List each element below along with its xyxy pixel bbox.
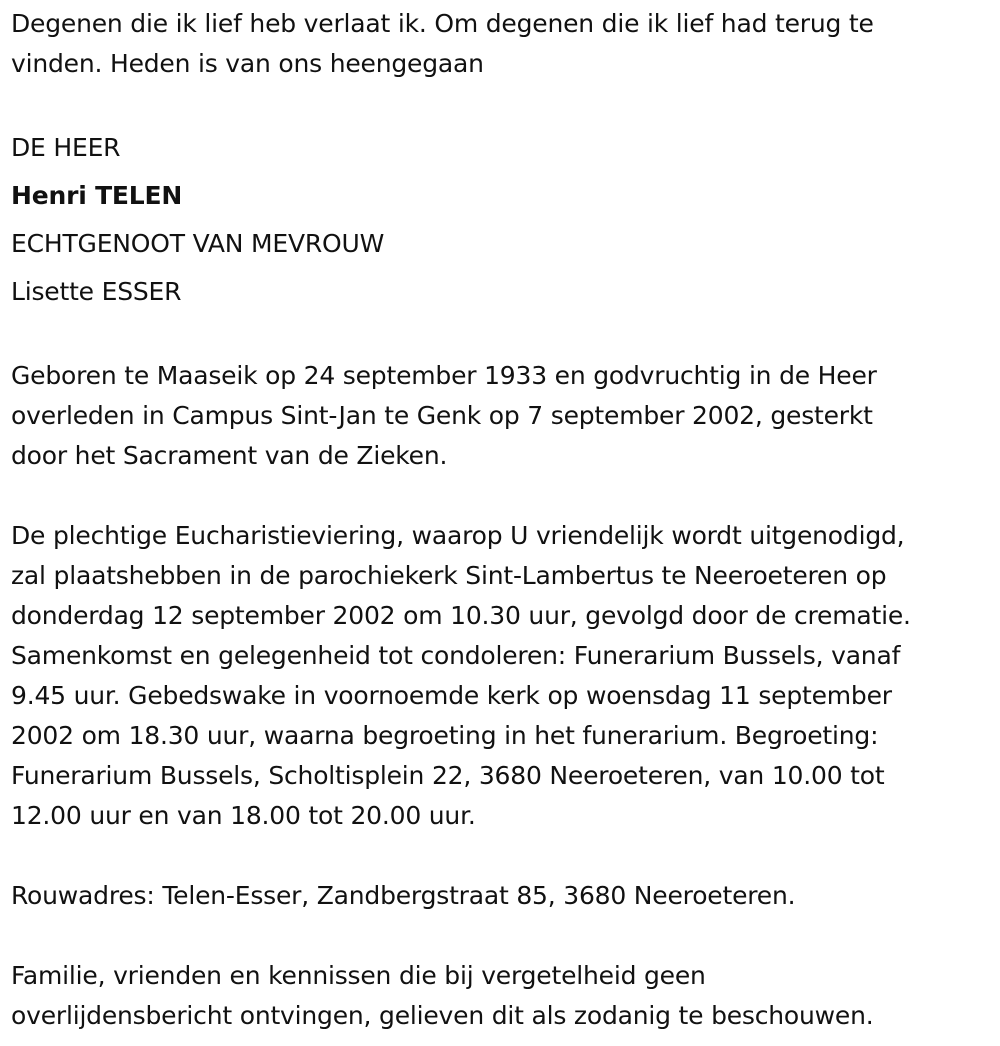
spouse-name: Lisette ESSER xyxy=(11,277,182,306)
ceremony-paragraph xyxy=(11,516,991,836)
paragraph-gap xyxy=(11,836,991,876)
birth-death-paragraph xyxy=(11,356,991,476)
text-line: 2002 om 18.30 uur, waarna begroeting in het funerarium. Begroeting: xyxy=(11,721,879,750)
paragraph-gap xyxy=(11,476,991,516)
paragraph-gap xyxy=(11,316,991,356)
text-line: overleden in Campus Sint-Jan te Genk op 7 september 2002, gesterkt xyxy=(11,401,873,430)
text-line: zal plaatshebben in de parochiekerk Sint-Lambertus te Neeroeteren op xyxy=(11,561,887,590)
text-line: Familie, vrienden en kennissen die bij vergetelheid geen xyxy=(11,961,706,990)
relation: ECHTGENOOT VAN MEVROUW xyxy=(11,229,385,258)
text-line: De plechtige Eucharistieviering, waarop U vriendelijk wordt uitgenodigd, xyxy=(11,521,905,550)
text-line: vinden. Heden is van ons heengegaan xyxy=(11,49,484,78)
paragraph-gap xyxy=(11,916,991,956)
text-line: door het Sacrament van de Zieken. xyxy=(11,441,448,470)
obituary-document xyxy=(11,4,991,1036)
text-line: Funerarium Bussels, Scholtisplein 22, 3680 Neeroeteren, van 10.00 tot xyxy=(11,761,885,790)
text-line: Degenen die ik lief heb verlaat ik. Om degenen die ik lief had terug te xyxy=(11,9,874,38)
text-line: 9.45 uur. Gebedswake in voornoemde kerk op woensdag 11 september xyxy=(11,681,892,710)
closing-paragraph xyxy=(11,956,991,1036)
text-line: Samenkomst en gelegenheid tot condoleren: Funerarium Bussels, vanaf xyxy=(11,641,901,670)
mourning-address: Rouwadres: Telen-Esser, Zandbergstraat 85, 3680 Neeroeteren. xyxy=(11,881,796,910)
deceased-name: Henri TELEN xyxy=(11,181,183,210)
title-block xyxy=(11,124,991,316)
text-line: overlijdensbericht ontvingen, gelieven dit als zodanig te beschouwen. xyxy=(11,1001,874,1030)
intro-paragraph xyxy=(11,4,991,84)
salutation: DE HEER xyxy=(11,133,121,162)
paragraph-gap xyxy=(11,84,991,124)
text-line: donderdag 12 september 2002 om 10.30 uur, gevolgd door de crematie. xyxy=(11,601,911,630)
text-line: 12.00 uur en van 18.00 tot 20.00 uur. xyxy=(11,801,476,830)
text-line: Geboren te Maaseik op 24 september 1933 en godvruchtig in de Heer xyxy=(11,361,877,390)
